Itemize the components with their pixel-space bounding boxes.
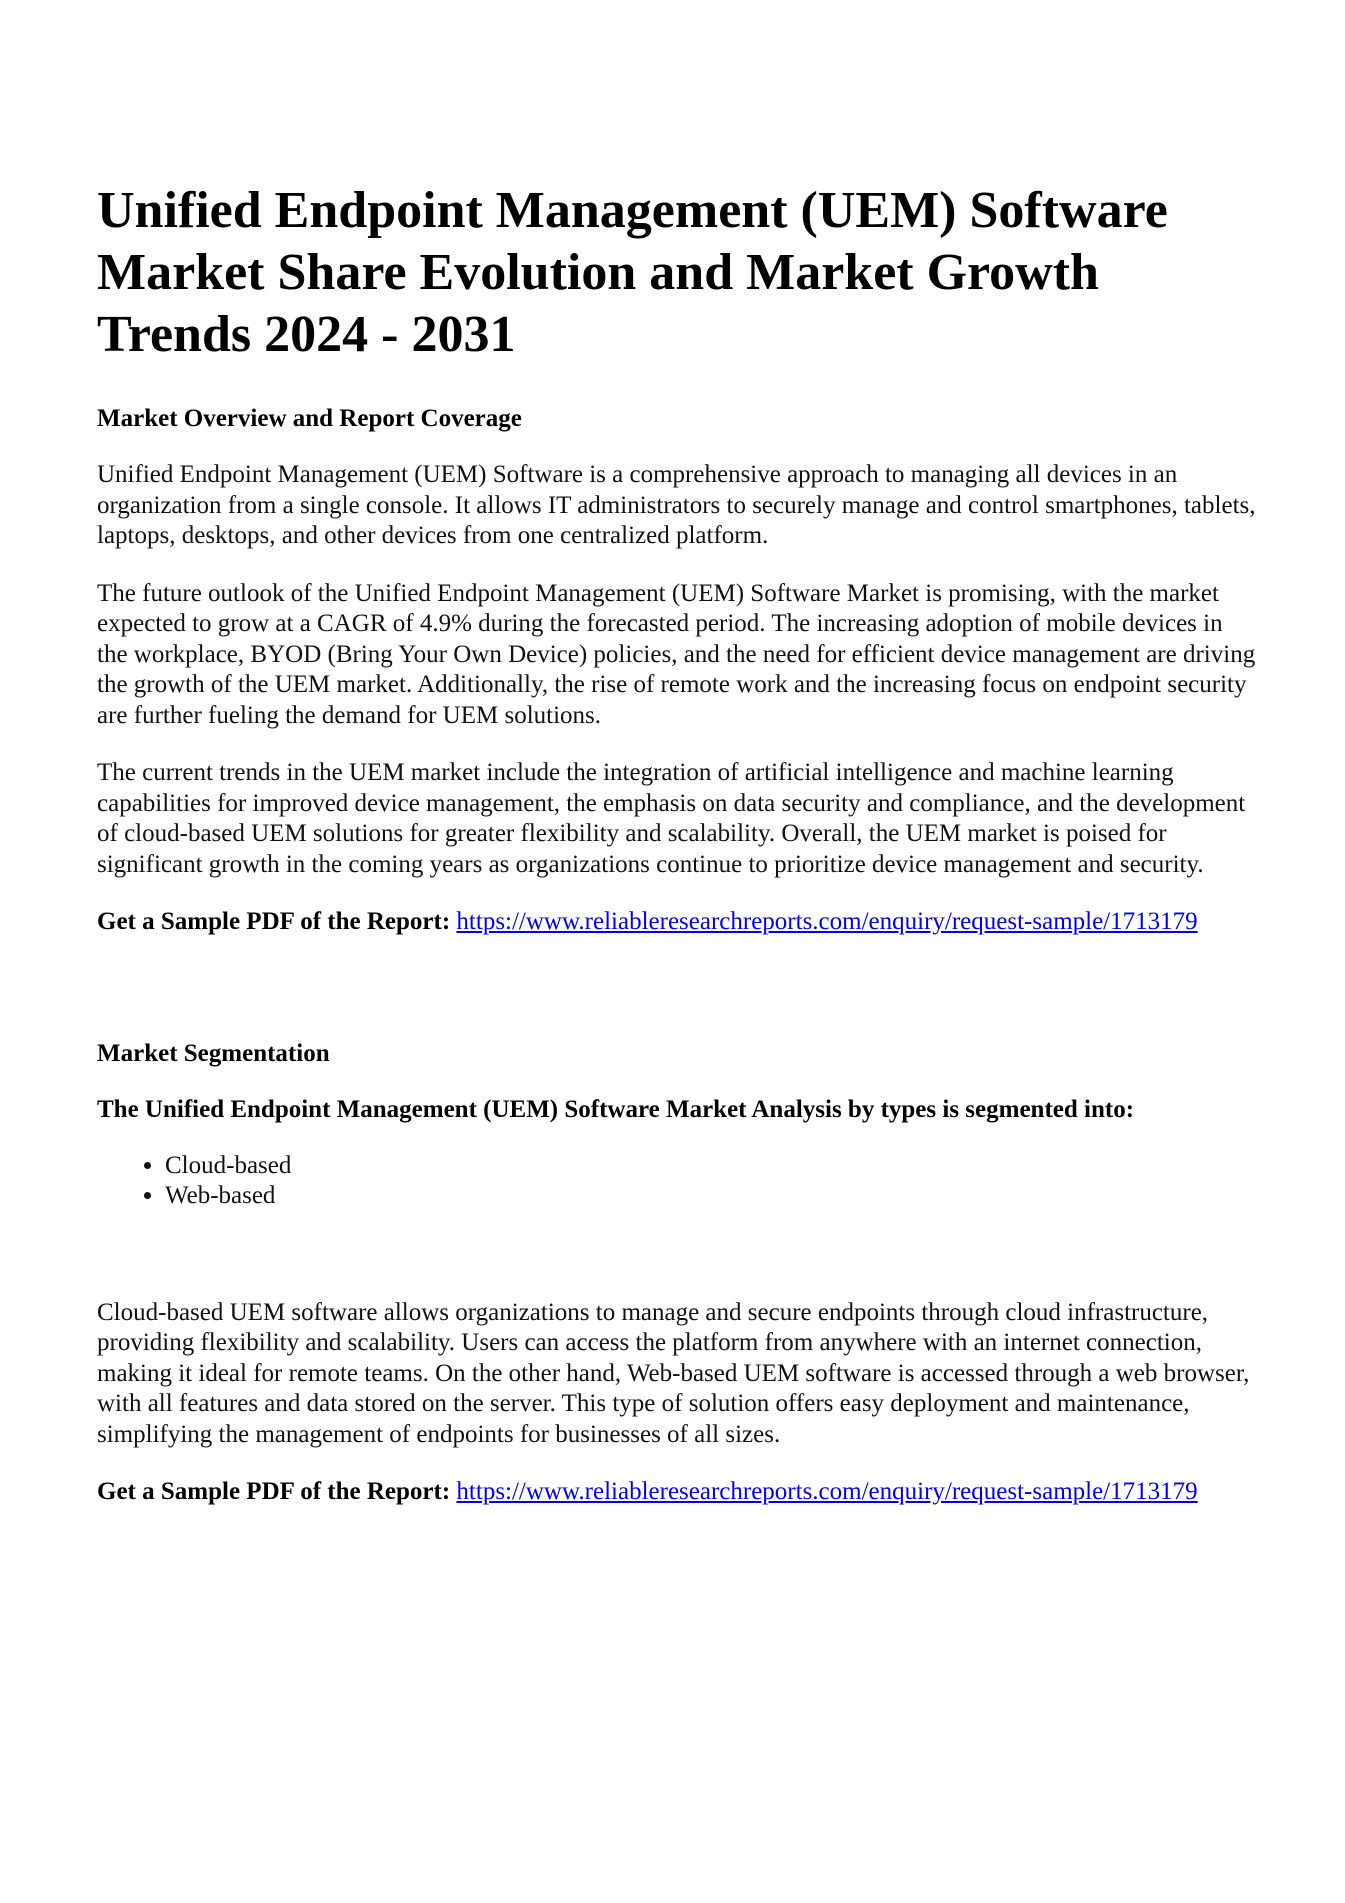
sample-pdf-link[interactable]: https://www.reliableresearchreports.com/enquiry/request-sample/1713179 [456, 908, 1198, 935]
sample-pdf-line-2 [97, 1477, 1257, 1508]
overview-paragraph-2: The future outlook of the Unified Endpoint Management (UEM) Software Market is promising, with the market expected to grow at a CAGR of 4.9% during the forecasted period. The increasing adoption of mobile devices in the workplace, BYOD (Bring Your Own Device) policies, and the need for efficient device management are driving the growth of the UEM market. Additionally, the rise of remote work and the increasing focus on endpoint security are further fueling the demand for UEM solutions. [97, 579, 1256, 729]
overview-heading: Market Overview and Report Coverage [97, 405, 522, 432]
sample-pdf-label: Get a Sample PDF of the Report: [97, 1478, 451, 1505]
segmentation-heading: Market Segmentation [97, 1039, 330, 1067]
page-title: Unified Endpoint Management (UEM) Software Market Share Evolution and Market Growth Trends 2024 - 2031 [97, 182, 1168, 363]
list-item: • Web-based [165, 1181, 1257, 1212]
types-paragraph: Cloud-based UEM software allows organizations to manage and secure endpoints through cloud infrastructure, providing flexibility and scalability. Users can access the platform from anywhere with an internet connection, making it ideal for remote teams. On the other hand, Web-based UEM software is accessed through a web browser, with all features and data stored on the server. This type of solution offers easy deployment and maintenance, simplifying the management of endpoints for businesses of all sizes. [97, 1298, 1250, 1448]
overview-paragraph-1: Unified Endpoint Management (UEM) Software is a comprehensive approach to managing all devices in an organization from a single console. It allows IT administrators to securely manage and control smartphones, tablets, laptops, desktops, and other devices from one centralized platform. [97, 461, 1256, 549]
sample-pdf-line-1 [97, 907, 1257, 938]
document-page [97, 180, 1257, 1535]
types-heading: The Unified Endpoint Management (UEM) Software Market Analysis by types is segmented into: [97, 1095, 1135, 1123]
overview-paragraph-3: The current trends in the UEM market include the integration of artificial intelligence and machine learning capabilities for improved device management, the emphasis on data security and compliance, and the development of cloud-based UEM solutions for greater flexibility and scalability. Overall, the UEM market is poised for significant growth in the coming years as organizations continue to prioritize device management and security. [97, 759, 1246, 878]
list-item: • Cloud-based [165, 1151, 1257, 1182]
sample-pdf-link[interactable]: https://www.reliableresearchreports.com/enquiry/request-sample/1713179 [456, 1478, 1198, 1505]
sample-pdf-label: Get a Sample PDF of the Report: [97, 908, 451, 935]
types-list [97, 1151, 1257, 1212]
section-spacer [97, 965, 1257, 1039]
list-spacer [97, 1212, 1257, 1298]
